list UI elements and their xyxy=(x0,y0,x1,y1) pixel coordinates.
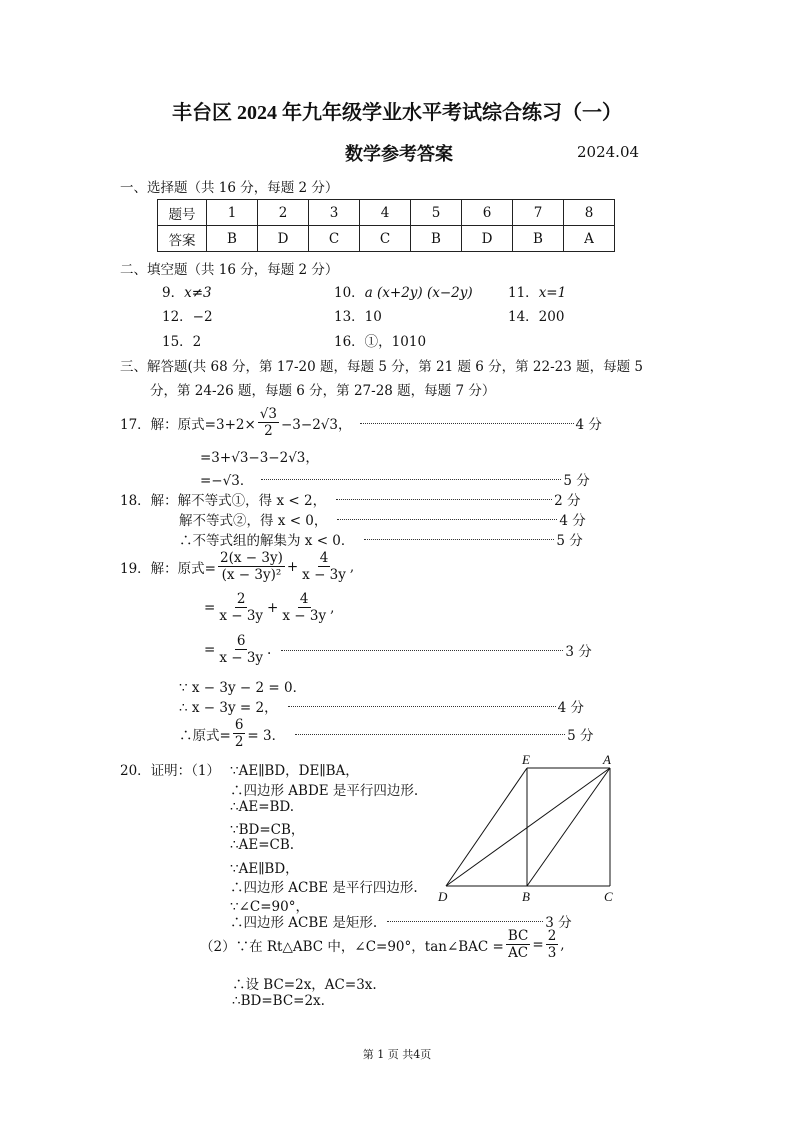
q20-line-6: ∵AE∥BD， xyxy=(230,861,299,877)
fill-answer-9: 9．x≠3 xyxy=(162,285,212,301)
q17-label: 17．解：原式=3+2× xyxy=(120,416,256,433)
dot-leader xyxy=(281,649,563,651)
q20-line-9: ∴四边形 ACBE 是矩形. 3 分 xyxy=(230,911,572,931)
fill-answer-11: 11．x=1 xyxy=(508,285,567,301)
table-cell: B xyxy=(207,226,258,252)
score-q18-2: 4 分 xyxy=(559,513,586,529)
q19-fraction-2: $\frac{4}{x - 3y}$ xyxy=(302,550,346,583)
fill-answer-14: 14．200 xyxy=(508,309,565,325)
dot-leader xyxy=(360,422,574,424)
fill-answer-13: 13．10 xyxy=(334,309,382,325)
q19-fraction-3: $\frac{2}{x - 3y}$ xyxy=(219,591,264,624)
section-3-heading: 三、解答题(共 68 分，第 17-20 题，每题 5 分，第 21 题 6 分，第 22-23 题，每题 5 xyxy=(120,359,644,375)
answer-table xyxy=(157,199,615,252)
score-q17-1: 4 分 xyxy=(575,416,602,433)
q18-line-3: ∴不等式组的解集为 x < 0． 5 分 xyxy=(179,529,583,549)
table-cell: 1 xyxy=(207,200,258,226)
score-q18-3: 5 分 xyxy=(556,533,583,549)
q20-line-3: ∴AE=BD. xyxy=(230,799,295,815)
q19-given: ∵ x − 3y − 2 = 0． xyxy=(179,680,307,696)
segment-da xyxy=(446,768,610,886)
q20-part2-line-1: （2）∵在 Rt△ABC 中，∠C=90°，tan∠BAC = $\frac{BC}{AC}$ = $\frac{2}{3}$ , xyxy=(200,928,565,961)
geometry-figure xyxy=(436,750,626,906)
q19-line-1: 19．解：原式= $\frac{2(x - 3y)}{\text{(x − 3y)²}}$ + $\frac{4}{x - 3y}$ , xyxy=(120,550,355,583)
table-row xyxy=(158,226,615,252)
dot-leader xyxy=(387,920,543,922)
table-row xyxy=(158,200,615,226)
table-cell: C xyxy=(360,226,411,252)
dot-leader xyxy=(295,733,565,735)
q19-fraction-6: $\frac{6}{2}$ xyxy=(234,717,244,750)
section-3-heading-cont: 分，第 24-26 题，每题 6 分，第 27-28 题，每题 7 分） xyxy=(150,383,496,399)
q17-fraction: $\frac{√3}{2}$ xyxy=(259,406,277,439)
q17-line-2: =3+√3−3−2√3， xyxy=(200,450,319,466)
table-cell: 题号 xyxy=(158,200,207,226)
fill-answer-12: 12．−2 xyxy=(162,309,213,325)
dot-leader xyxy=(337,518,557,520)
q19-fraction-4: $\frac{4}{x - 3y}$ xyxy=(282,591,327,624)
score-q19-1: 3 分 xyxy=(565,643,592,660)
score-q19-2: 4 分 xyxy=(557,700,584,716)
dot-leader xyxy=(288,705,556,707)
score-q20-1: 3 分 xyxy=(545,915,572,931)
q19-line-3: = $\frac{6}{x - 3y}$ . 3 分 xyxy=(204,633,592,666)
table-cell: 答案 xyxy=(158,226,207,252)
q18-line-1: 18．解：解不等式①，得 x < 2， 2 分 xyxy=(120,489,580,509)
fill-answer-15: 15．2 xyxy=(162,334,202,350)
q19-line-2: = $\frac{2}{x - 3y}$ + $\frac{4}{x - 3y}$ , xyxy=(204,591,335,624)
score-q18-1: 2 分 xyxy=(554,493,581,509)
section-1-heading: 一、选择题（共 16 分，每题 2 分） xyxy=(120,180,339,196)
label-c: C xyxy=(604,889,613,904)
segment-de xyxy=(446,768,527,886)
fill-answer-10: 10．a (x+2y) (x−2y) xyxy=(334,285,473,301)
table-cell: 8 xyxy=(564,200,615,226)
q20-line-4: ∵BD=CB， xyxy=(230,822,305,838)
q20-line-5: ∴AE=CB. xyxy=(230,837,295,853)
table-cell: 5 xyxy=(411,200,462,226)
score-q17-2: 5 分 xyxy=(563,473,590,489)
q18-line-2: 解不等式②，得 x < 0， 4 分 xyxy=(179,509,586,529)
q20-part2-line-3: ∴BD=BC=2x. xyxy=(232,993,325,1009)
dot-leader xyxy=(336,498,552,500)
table-cell: 2 xyxy=(258,200,309,226)
fill-answer-16: 16．①，1010 xyxy=(334,334,427,350)
section-2-heading: 二、填空题（共 16 分，每题 2 分） xyxy=(120,262,339,278)
q17-line-1 xyxy=(120,406,602,439)
score-q19-3: 5 分 xyxy=(567,727,594,744)
page-footer: 第 1 页 共4页 xyxy=(362,1048,432,1061)
table-cell: 6 xyxy=(462,200,513,226)
page-title: 丰台区 2024 年九年级学业水平考试综合练习（一） xyxy=(172,102,622,124)
table-cell: B xyxy=(411,226,462,252)
q19-fraction-1: $\frac{2(x - 3y)}{\text{(x − 3y)²}}$ xyxy=(220,550,283,583)
q20-line-7: ∴四边形 ACBE 是平行四边形. xyxy=(230,880,418,896)
q17-tail: −3−2√3， xyxy=(281,416,352,433)
segment-ba xyxy=(527,768,610,886)
label-a: A xyxy=(603,752,611,767)
table-cell: B xyxy=(513,226,564,252)
table-cell: 7 xyxy=(513,200,564,226)
exam-date: 2024.04 xyxy=(577,143,640,161)
q19-fraction-5: $\frac{6}{x - 3y}$ xyxy=(219,633,264,666)
label-d: D xyxy=(438,889,448,904)
q20-line-8: ∵∠C=90°， xyxy=(230,899,309,915)
q19-line-5: ∴ x − 3y = 2， 4 分 xyxy=(179,696,584,716)
q19-line-6: ∴原式= $\frac{6}{2}$ = 3． 5 分 xyxy=(179,717,594,750)
table-cell: A xyxy=(564,226,615,252)
table-cell: C xyxy=(309,226,360,252)
q20-fraction-2: $\frac{2}{3}$ xyxy=(547,928,557,961)
page-subtitle: 数学参考答案 xyxy=(345,144,453,165)
table-cell: D xyxy=(462,226,513,252)
label-e: E xyxy=(522,752,530,767)
q17-line-3: =−√3． 5 分 xyxy=(200,469,590,489)
label-b: B xyxy=(522,889,530,904)
dot-leader xyxy=(261,478,561,480)
table-cell: 3 xyxy=(309,200,360,226)
q20-part2-line-2: ∴设 BC=2x，AC=3x. xyxy=(232,977,377,993)
dot-leader xyxy=(364,538,554,540)
q20-fraction-1: $\frac{BC}{AC}$ xyxy=(507,928,529,961)
table-cell: 4 xyxy=(360,200,411,226)
q20-line-1: ∵AE∥BD，DE∥BA， xyxy=(230,763,359,779)
q20-line-2: ∴四边形 ABDE 是平行四边形. xyxy=(230,783,419,799)
q20-label: 20．证明：（1） xyxy=(120,763,221,779)
table-cell: D xyxy=(258,226,309,252)
